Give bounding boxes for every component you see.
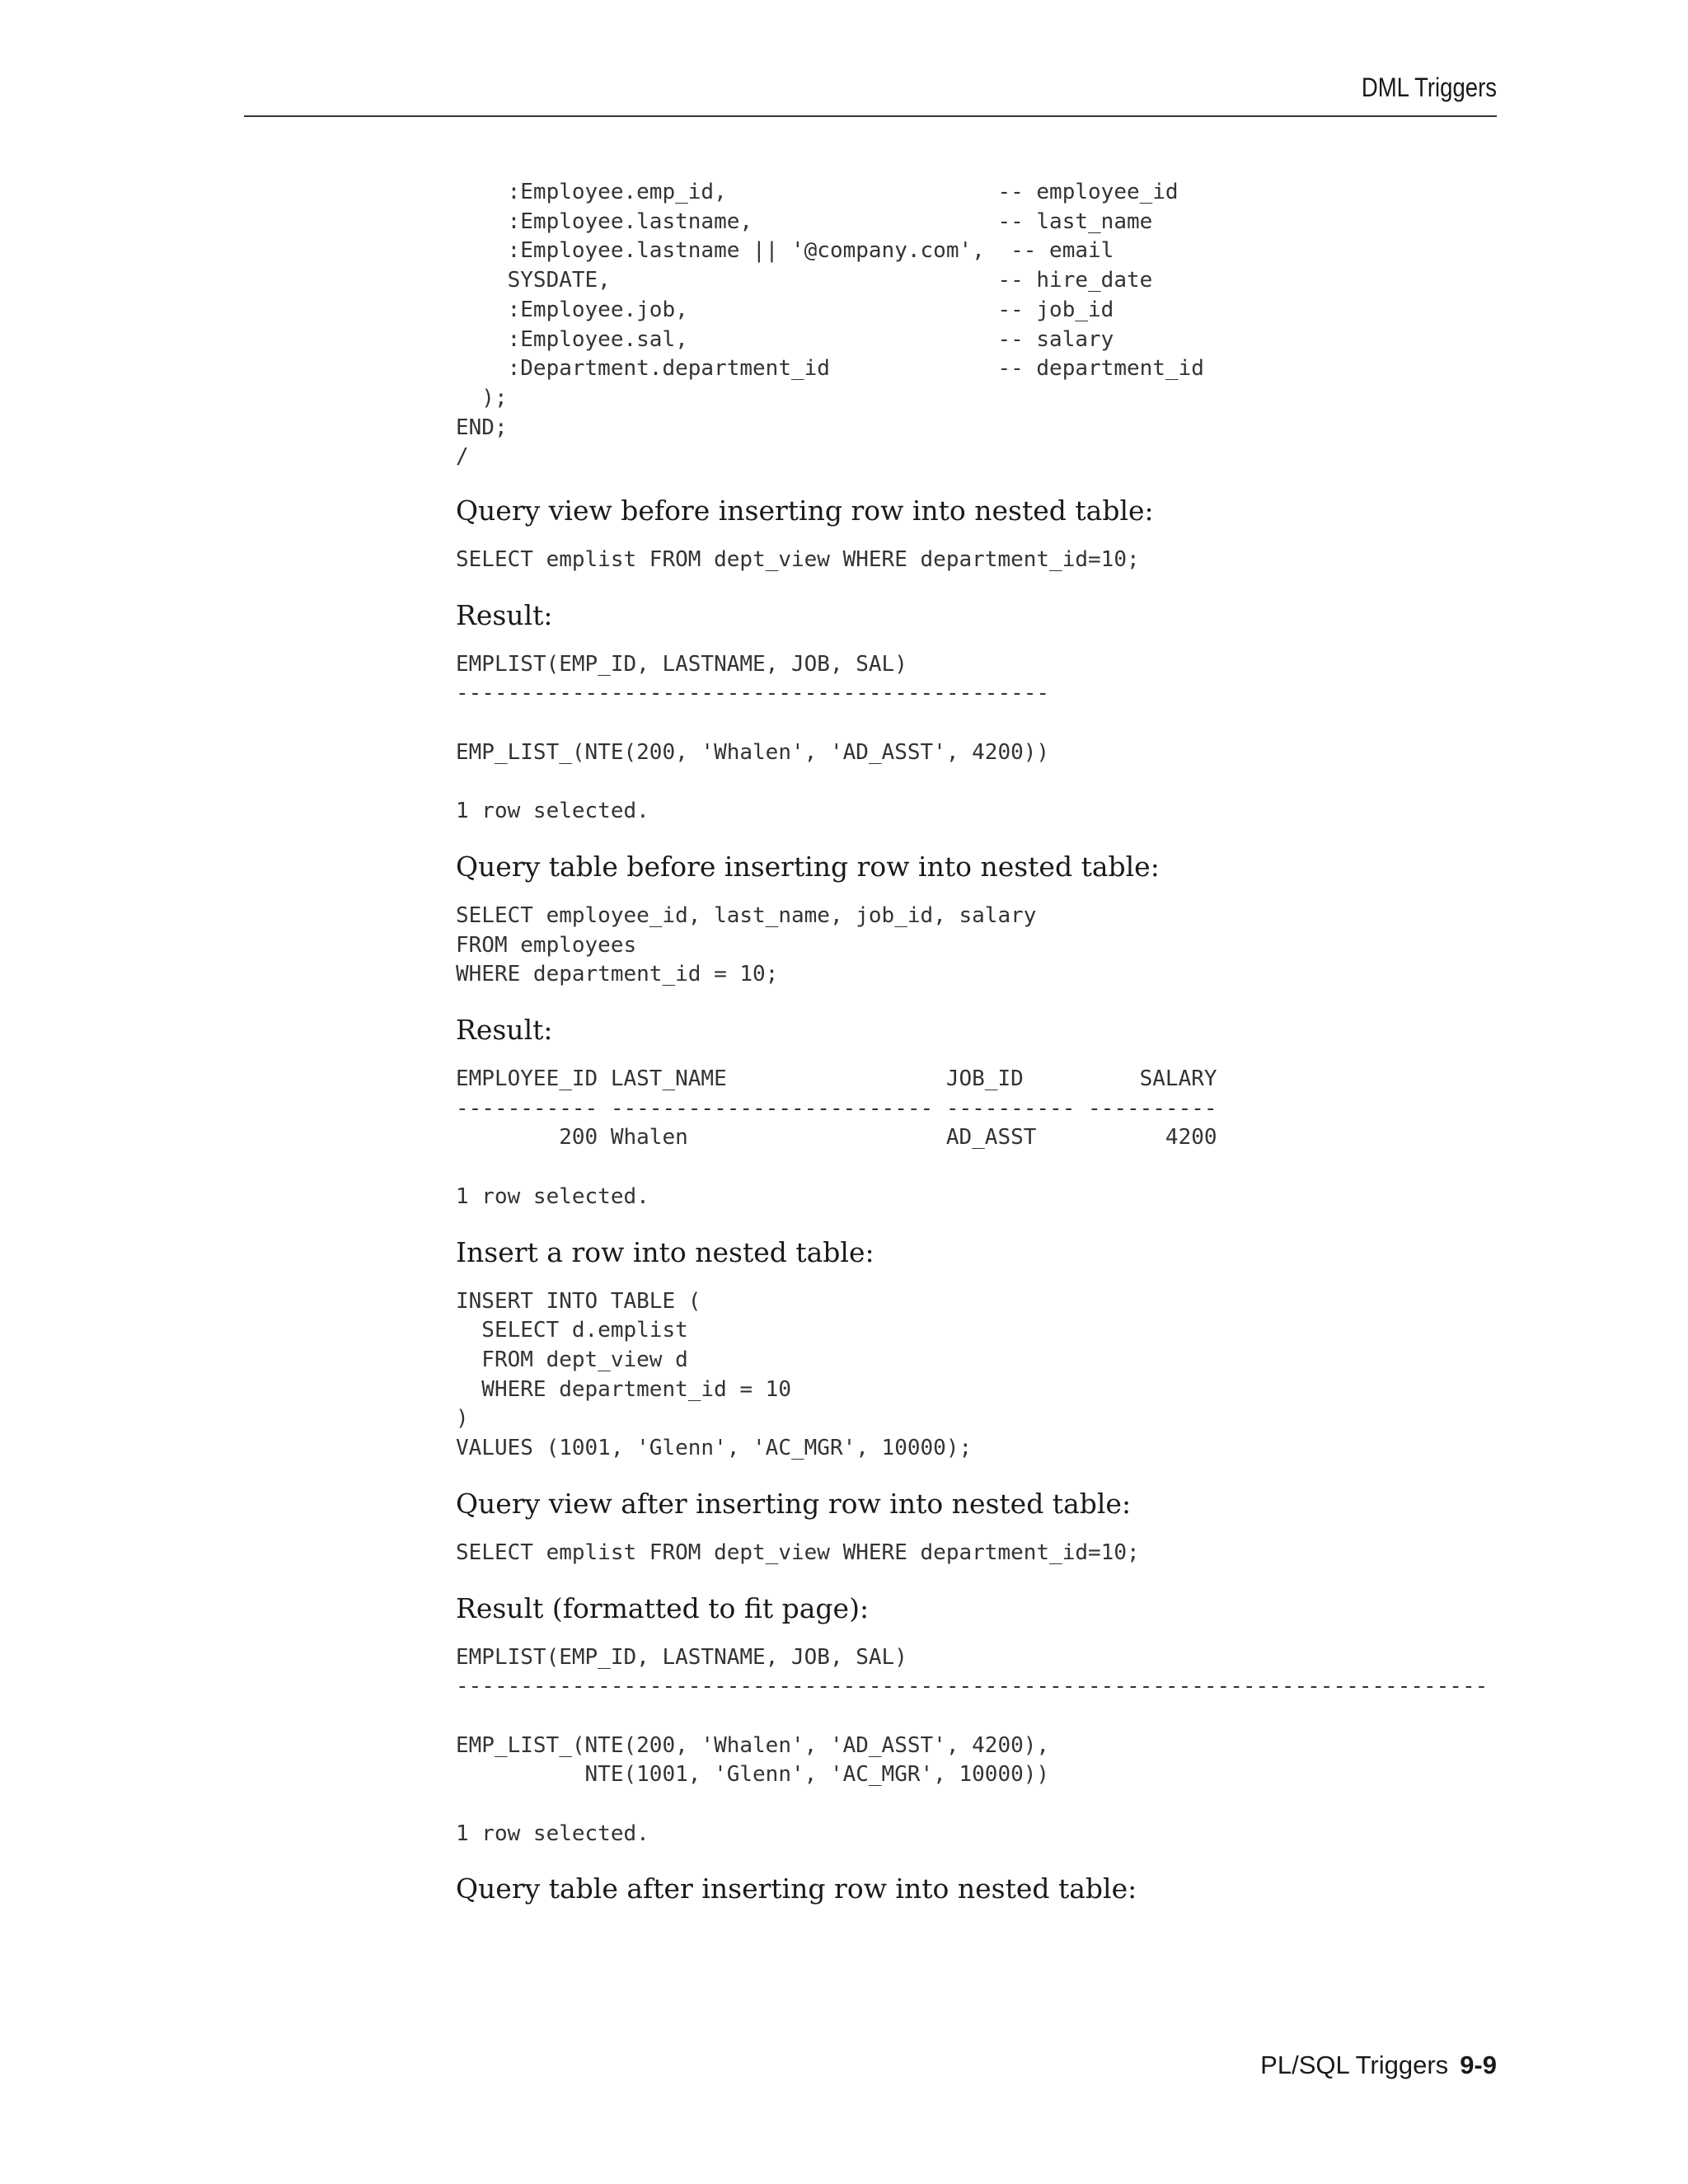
code-insert-row: INSERT INTO TABLE ( SELECT d.emplist FROM dept_view d WHERE department_id = 10 ) VALUES (1001, 'Glenn', 'AC_MGR', 10000); <box>456 1288 973 1461</box>
code-result-view-after: EMPLIST(EMP_ID, LASTNAME, JOB, SAL) -------------------------------------------------------------------------------- EMP_LIST_(NTE(200, 'Whalen', 'AD_ASST', 4200), NTE(1001, 'Glenn', 'AC_MGR', 10000)) 1 row selected. <box>456 1644 1489 1846</box>
heading-result-view-after: Result (formatted to fit page): <box>456 1591 870 1624</box>
code-result-view-before: EMPLIST(EMP_ID, LASTNAME, JOB, SAL) ---------------------------------------------- EMP_LIST_(NTE(200, 'Whalen', 'AD_ASST', 4200)) 1 row selected. <box>456 651 1050 824</box>
heading-result-view-before: Result: <box>456 598 553 631</box>
running-header: DML Triggers <box>1361 73 1497 102</box>
heading-query-table-before: Query table before inserting row into nested table: <box>456 850 1160 883</box>
page-content <box>456 178 1527 1905</box>
running-footer <box>1071 2049 1497 2082</box>
heading-insert-row: Insert a row into nested table: <box>456 1235 874 1268</box>
heading-query-table-after: Query table after inserting row into nested table: <box>456 1872 1137 1905</box>
heading-query-view-before: Query view before inserting row into nested table: <box>456 494 1154 527</box>
footer-page-number: 9-9 <box>1460 2050 1497 2079</box>
code-result-table-before: EMPLOYEE_ID LAST_NAME JOB_ID SALARY ----------- ------------------------- ---------- ---------- 200 Whalen AD_ASST 4200 1 row selected. <box>456 1066 1217 1209</box>
code-select-view-after: SELECT emplist FROM dept_view WHERE department_id=10; <box>456 1540 1140 1565</box>
heading-query-view-after: Query view after inserting row into nested table: <box>456 1487 1132 1520</box>
heading-result-table-before: Result: <box>456 1014 553 1047</box>
header-rule <box>244 115 1497 117</box>
footer-chapter-title: PL/SQL Triggers <box>1260 2050 1449 2079</box>
code-select-view-before: SELECT emplist FROM dept_view WHERE department_id=10; <box>456 547 1140 573</box>
code-select-table-before: SELECT employee_id, last_name, job_id, salary FROM employees WHERE department_id = 10; <box>456 902 1037 987</box>
code-insert-values-tail: :Employee.emp_id, -- employee_id :Employee.lastname, -- last_name :Employee.lastname || '@company.com', -- email SYSDATE, -- hire_date :Employee.job, -- job_id :Employee.sal, -- salary :Department.department_id -- department_id ); END; / <box>456 180 1204 470</box>
